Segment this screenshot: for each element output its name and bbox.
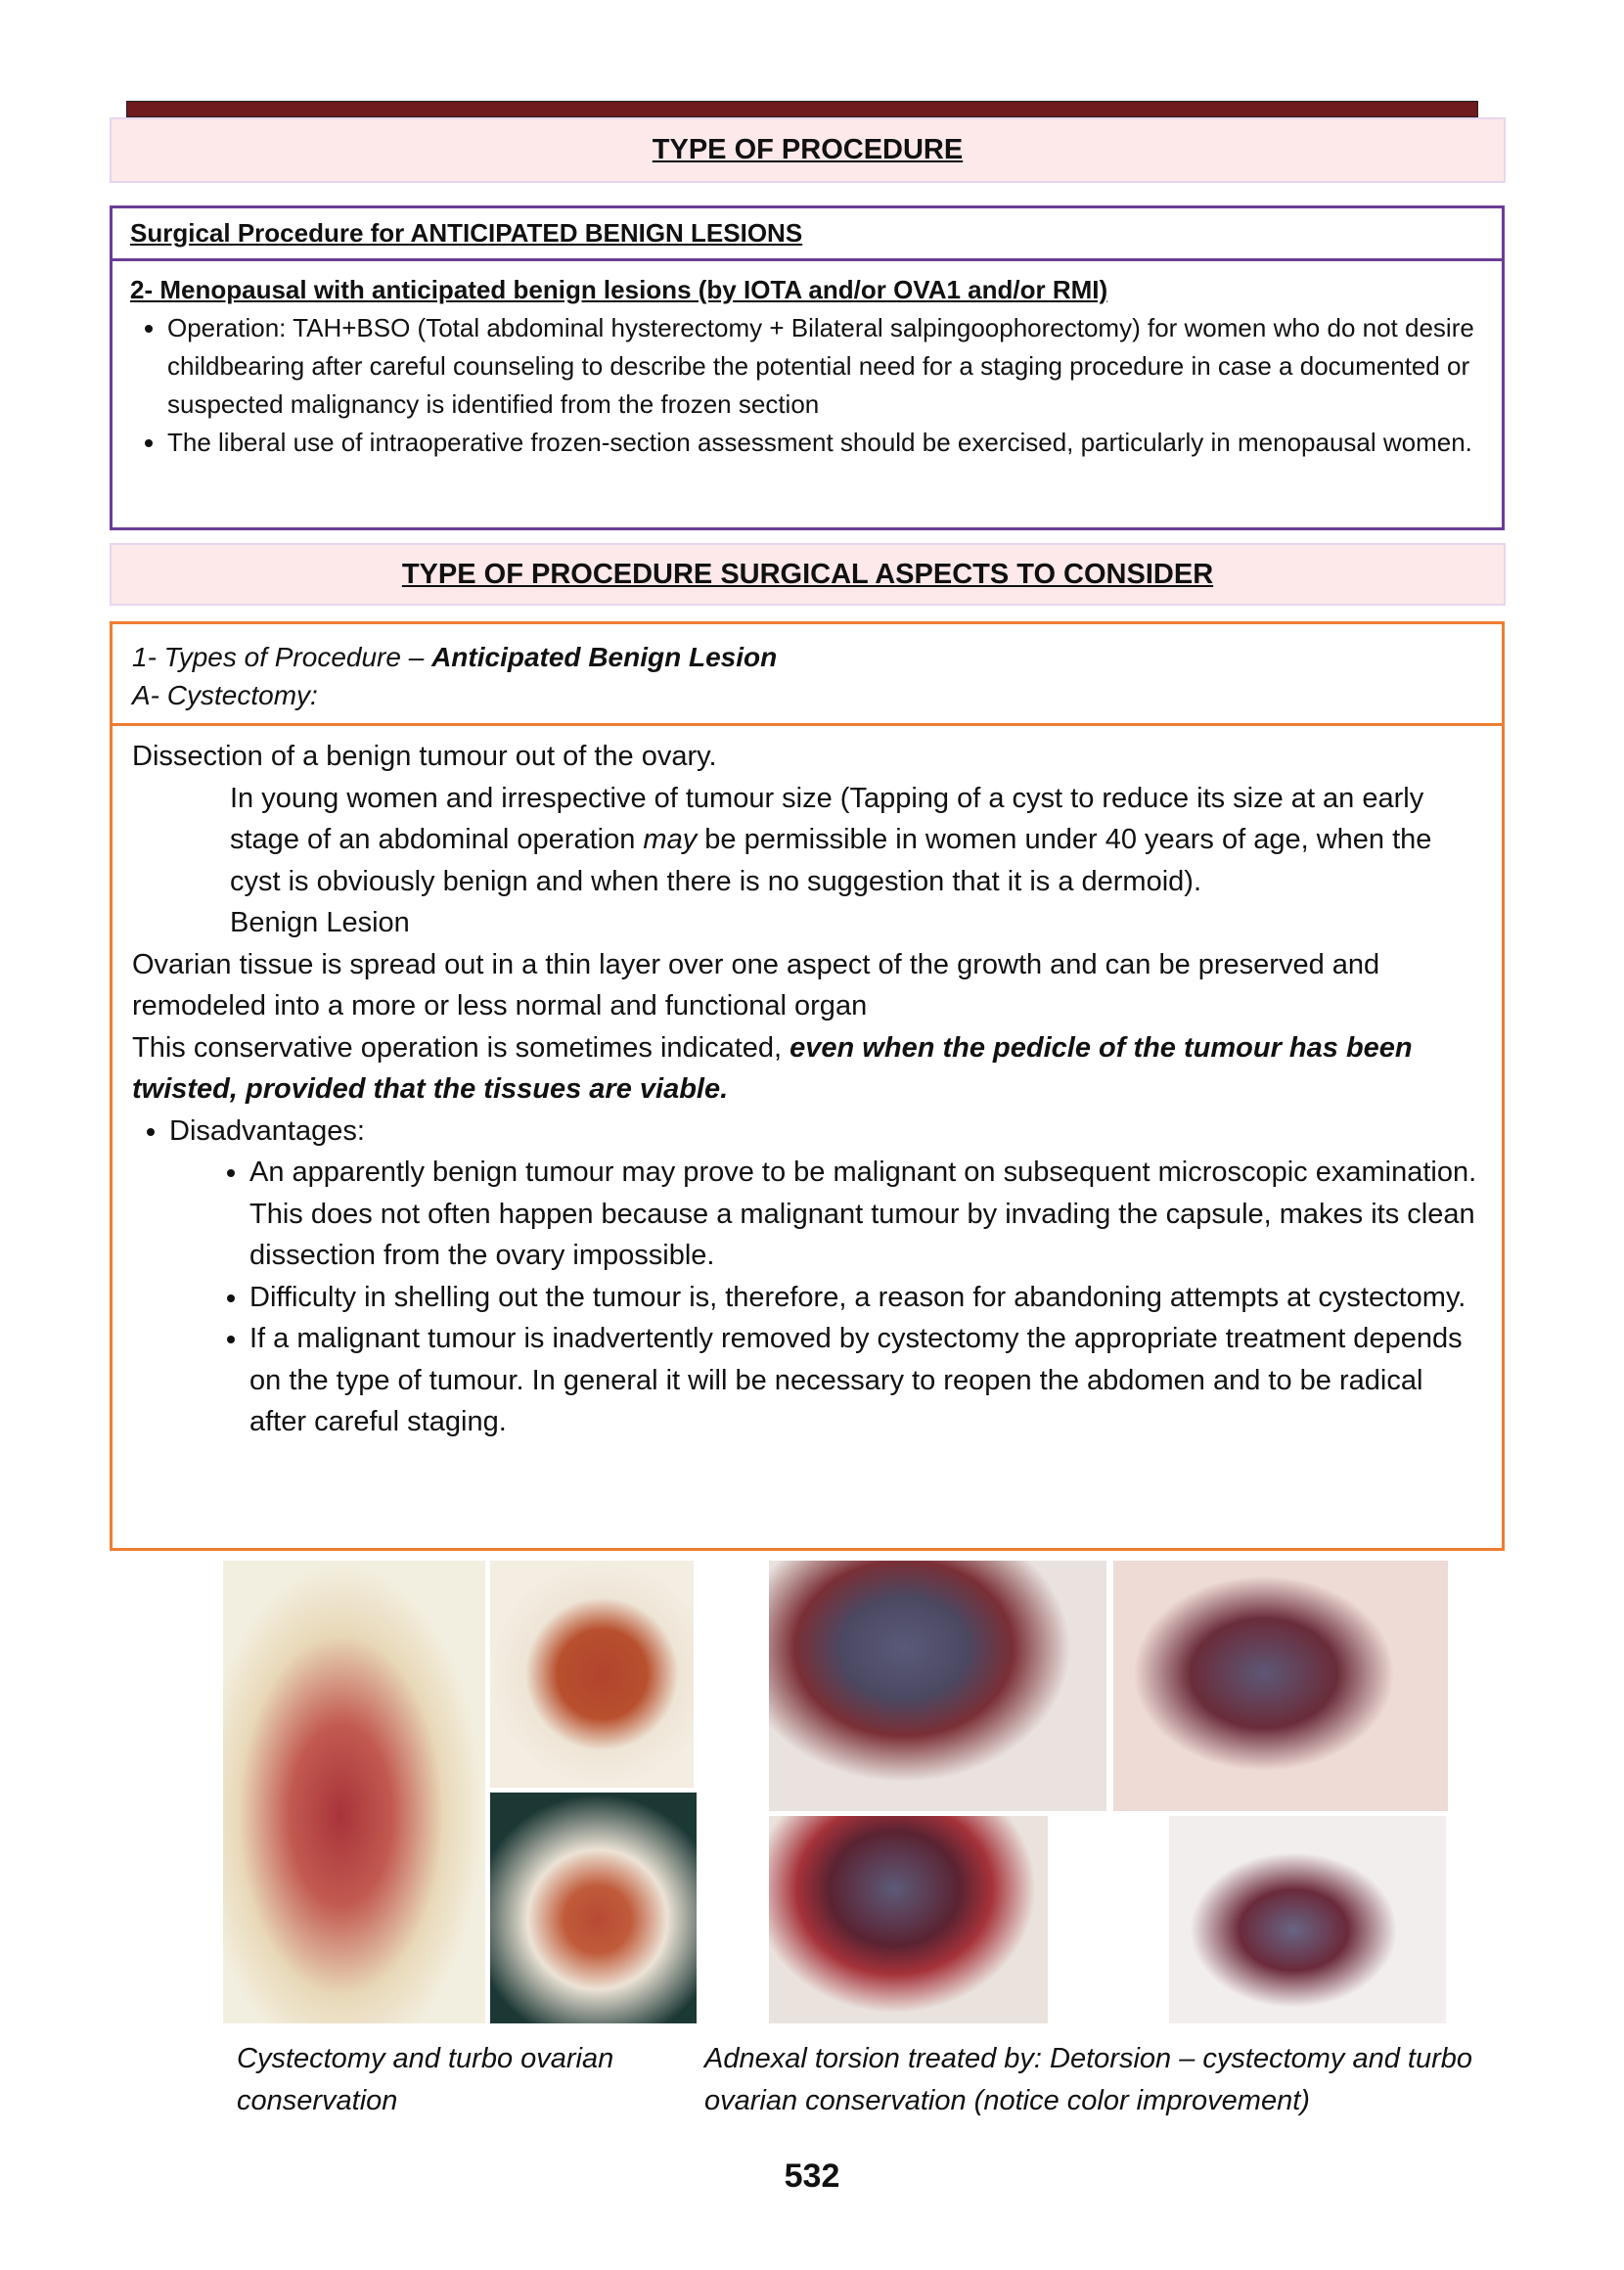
surgery-photo — [769, 1816, 1048, 2023]
text: be permissible in women under 40 years of age, when the cyst is obviously benign and when there is no suggestion that it is a dermoid). — [230, 824, 1432, 897]
text-emphasis: even when the pedicle of the tumour has been twisted, provided that the tissues are viable. — [132, 1031, 1413, 1105]
surgery-photo — [490, 1793, 697, 2023]
paragraph — [132, 1027, 1482, 1111]
list-item: • Disadvantages: — [169, 1111, 1482, 1153]
list-item: • If a malignant tumour is inadvertently removed by cystectomy the appropriate treatment depends on the type of tumour. In general it will be necessary to reopen the abdomen and to be radical after careful staging. — [249, 1318, 1482, 1443]
text-emphasis: may — [643, 824, 698, 855]
cystectomy-box — [110, 621, 1505, 1551]
surgery-photo — [769, 1561, 1106, 1811]
paragraph: Dissection of a benign tumour out of the ovary. — [132, 741, 717, 772]
section-header: TYPE OF PROCEDURE — [110, 117, 1506, 183]
list-item: • Operation: TAH+BSO (Total abdominal hysterectomy + Bilateral salpingoophorectomy) for women who do not desire childbearing after careful counseling to describe the potential need for a staging procedure in case a documented or suspected malignancy is identified from the frozen section — [167, 309, 1484, 424]
page-number: 532 — [784, 2157, 840, 2195]
top-banner-bar — [126, 101, 1478, 117]
surgery-photo — [223, 1561, 485, 2023]
box-title: Surgical Procedure for ANTICIPATED BENIGN LESIONS — [113, 208, 1502, 261]
paragraph: Benign Lesion — [230, 907, 410, 938]
benign-procedure-box — [110, 205, 1505, 530]
surgery-photo — [490, 1561, 694, 1788]
list-item: • An apparently benign tumour may prove to be malignant on subsequent microscopic examination. This does not often happen because a malignant tumour by invading the capsule, makes its clean dissection from the ovary impossible. — [249, 1152, 1482, 1277]
title-prefix: 1- Types of Procedure – — [132, 642, 432, 672]
text: This conservative operation is sometimes indicated, — [132, 1031, 790, 1064]
paragraph: Ovarian tissue is spread out in a thin layer over one aspect of the growth and can be preserved and remodeled into a more or less normal and functional organ — [132, 948, 1380, 1022]
paragraph — [132, 778, 1482, 903]
text: In young women and irrespective of tumour size (Tapping of a cyst to reduce its size at an early stage of an abdominal operation — [230, 782, 1424, 855]
box-subtitle: 2- Menopausal with anticipated benign lesions (by IOTA and/or OVA1 and/or RMI) — [130, 275, 1108, 304]
surgery-photo — [1113, 1561, 1448, 1811]
caption-left: Cystectomy and turbo ovarian conservation — [237, 2043, 614, 2116]
section-header: TYPE OF PROCEDURE SURGICAL ASPECTS TO CONSIDER — [110, 543, 1506, 606]
list-item: • The liberal use of intraoperative frozen-section assessment should be exercised, particularly in menopausal women. — [167, 424, 1484, 462]
title-line2: A- Cystectomy: — [132, 680, 318, 710]
caption-right: Adnexal torsion treated by: Detorsion – cystectomy and turbo ovarian conservation (notice color improvement) — [704, 2043, 1473, 2116]
box-title — [113, 624, 1502, 726]
title-bold: Anticipated Benign Lesion — [431, 642, 778, 672]
surgery-photo — [1169, 1816, 1446, 2023]
list-item: • Difficulty in shelling out the tumour is, therefore, a reason for abandoning attempts at cystectomy. — [249, 1277, 1482, 1319]
